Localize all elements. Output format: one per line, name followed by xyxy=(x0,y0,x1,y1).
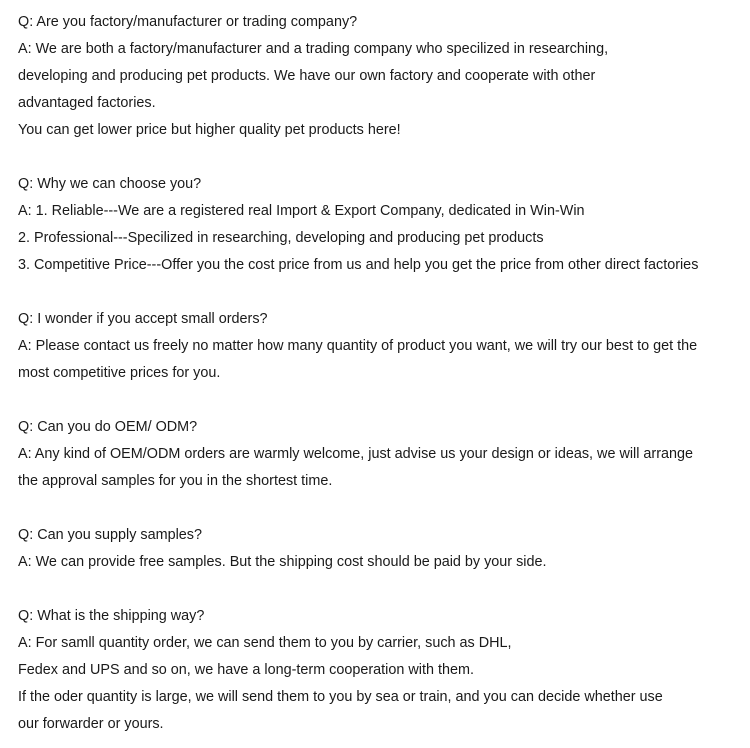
spacer xyxy=(18,495,748,522)
answer-line: 3. Competitive Price---Offer you the cost price from us and help you get the price from other direct factories xyxy=(18,257,699,273)
answer-line: Fedex and UPS and so on, we have a long-term cooperation with them. xyxy=(18,662,474,678)
spacer xyxy=(18,576,748,603)
answer-line: A: Any kind of OEM/ODM orders are warmly welcome, just advise us your design or ideas, we will arrange xyxy=(18,446,694,462)
spacer xyxy=(18,144,748,171)
answer-line: most competitive prices for you. xyxy=(18,365,221,381)
answer-line: If the oder quantity is large, we will send them to you by sea or train, and you can decide whether use xyxy=(18,689,663,705)
question-small-orders: Q: I wonder if you accept small orders? xyxy=(18,311,268,327)
faq-block-samples xyxy=(18,522,748,576)
question-oem-odm: Q: Can you do OEM/ ODM? xyxy=(18,419,198,435)
answer-line: A: We are both a factory/manufacturer and a trading company who specilized in researching, xyxy=(18,41,609,57)
faq-block-why-choose xyxy=(18,171,748,279)
answer-line: A: 1. Reliable---We are a registered real Import & Export Company, dedicated in Win-Win xyxy=(18,203,585,219)
answer-line: developing and producing pet products. We have our own factory and cooperate with other xyxy=(18,68,596,84)
answer-line: A: Please contact us freely no matter how many quantity of product you want, we will try our best to get the xyxy=(18,338,698,354)
answer-line: A: We can provide free samples. But the shipping cost should be paid by your side. xyxy=(18,554,547,570)
faq-block-shipping xyxy=(18,603,748,738)
spacer xyxy=(18,387,748,414)
faq-block-small-orders xyxy=(18,306,748,387)
answer-line: our forwarder or yours. xyxy=(18,716,164,732)
answer-line: You can get lower price but higher quality pet products here! xyxy=(18,122,401,138)
faq-document xyxy=(18,9,748,738)
question-shipping: Q: What is the shipping way? xyxy=(18,608,205,624)
question-why-choose: Q: Why we can choose you? xyxy=(18,176,202,192)
answer-line: advantaged factories. xyxy=(18,95,156,111)
spacer xyxy=(18,279,748,306)
question-samples: Q: Can you supply samples? xyxy=(18,527,202,543)
answer-line: A: For samll quantity order, we can send them to you by carrier, such as DHL, xyxy=(18,635,512,651)
answer-line: 2. Professional---Specilized in researching, developing and producing pet products xyxy=(18,230,544,246)
faq-block-oem-odm xyxy=(18,414,748,495)
faq-block-factory xyxy=(18,9,748,144)
question-factory: Q: Are you factory/manufacturer or trading company? xyxy=(18,14,358,30)
answer-line: the approval samples for you in the shortest time. xyxy=(18,473,333,489)
